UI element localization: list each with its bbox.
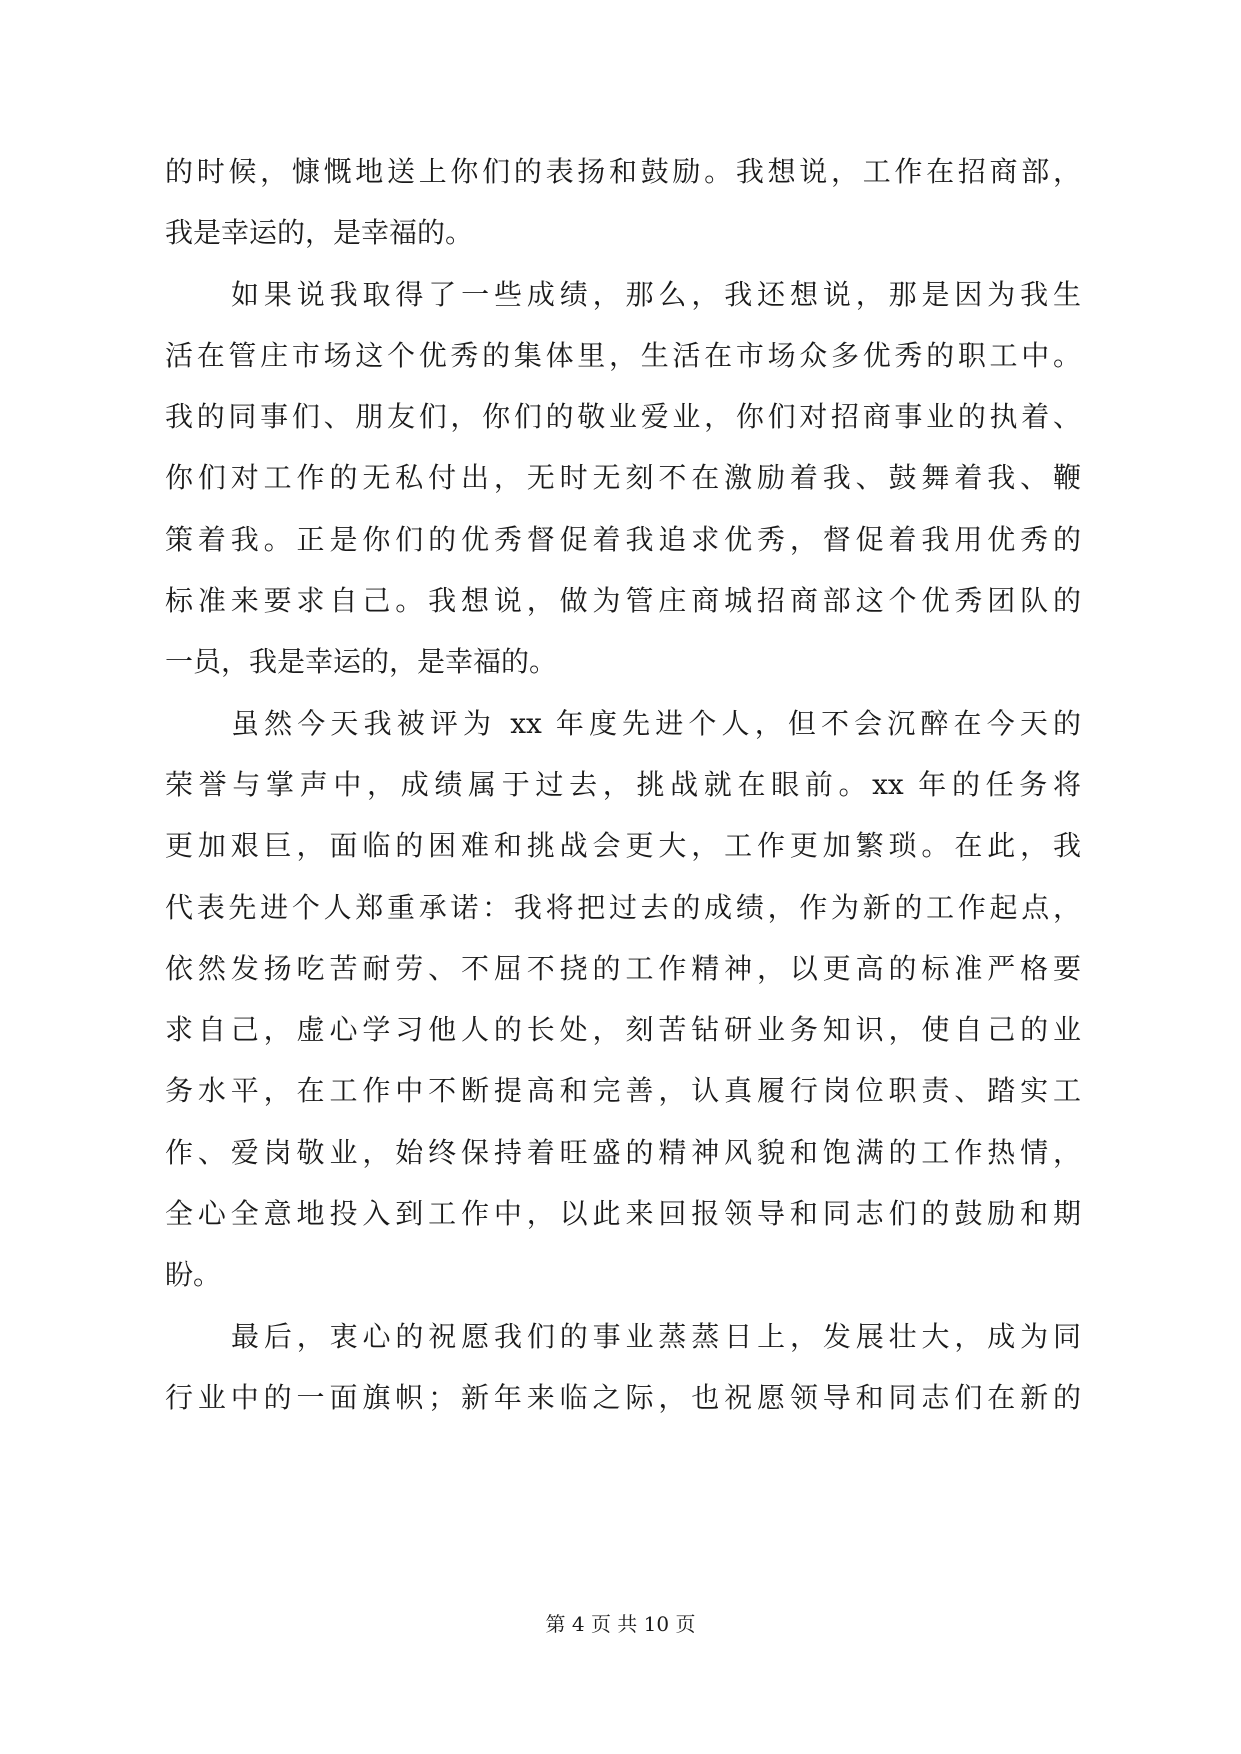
- text-line: 我的同事们、朋友们，你们的敬业爱业，你们对招商事业的执着、: [165, 400, 1081, 434]
- text-line: 荣誉与掌声中，成绩属于过去，挑战就在眼前。xx 年的任务将: [165, 767, 1081, 801]
- text-line: 盼。: [165, 1258, 222, 1292]
- body-text: [165, 141, 1081, 1428]
- text-line: 代表先进个人郑重承诺：我将把过去的成绩，作为新的工作起点，: [165, 890, 1081, 924]
- paragraph-first-line: 如果说我取得了一些成绩，那么，我还想说，那是因为我生: [231, 277, 1081, 311]
- text-line: 作、爱岗敬业，始终保持着旺盛的精神风貌和饱满的工作热情，: [165, 1135, 1081, 1169]
- text-line: 务水平，在工作中不断提高和完善，认真履行岗位职责、踏实工: [165, 1074, 1081, 1108]
- text-line: 策着我。正是你们的优秀督促着我追求优秀，督促着我用优秀的: [165, 522, 1081, 556]
- text-line: 你们对工作的无私付出，无时无刻不在激励着我、鼓舞着我、鞭: [165, 461, 1081, 495]
- text-line: 更加艰巨，面临的困难和挑战会更大，工作更加繁琐。在此，我: [165, 829, 1081, 863]
- text-line: 我是幸运的，是幸福的。: [165, 216, 474, 250]
- text-line: 全心全意地投入到工作中，以此来回报领导和同志们的鼓励和期: [165, 1197, 1081, 1231]
- paragraph-first-line: 最后，衷心的祝愿我们的事业蒸蒸日上，发展壮大，成为同: [231, 1319, 1081, 1353]
- text-line: 行业中的一面旗帜；新年来临之际，也祝愿领导和同志们在新的: [165, 1380, 1081, 1414]
- text-line: 求自己，虚心学习他人的长处，刻苦钻研业务知识，使自己的业: [165, 1013, 1081, 1047]
- text-line: 一员，我是幸运的，是幸福的。: [165, 645, 558, 679]
- paragraph-first-line: 虽然今天我被评为 xx 年度先进个人，但不会沉醉在今天的: [231, 706, 1081, 740]
- page-number-footer: 第 4 页 共 10 页: [545, 1612, 696, 1636]
- text-line: 活在管庄市场这个优秀的集体里，生活在市场众多优秀的职工中。: [165, 338, 1081, 372]
- text-line: 的时候，慷慨地送上你们的表扬和鼓励。我想说，工作在招商部，: [165, 155, 1081, 188]
- text-line: 依然发扬吃苦耐劳、不屈不挠的工作精神，以更高的标准严格要: [165, 951, 1081, 985]
- text-line: 标准来要求自己。我想说，做为管庄商城招商部这个优秀团队的: [165, 584, 1081, 618]
